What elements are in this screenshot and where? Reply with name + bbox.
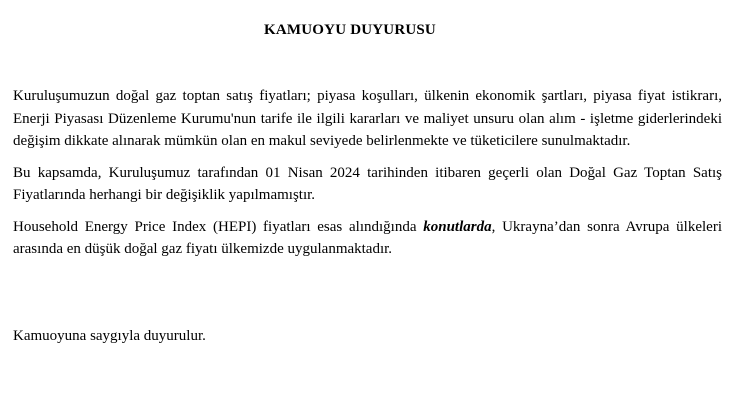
hepi-text-before: Household Energy Price Index (HEPI) fiyatları esas alındığında bbox=[13, 218, 424, 235]
paragraph-pricing-policy: Kuruluşumuzun doğal gaz toptan satış fiyatları; piyasa koşulları, ülkenin ekonomik şartları, piyasa fiyat istikrarı, Enerji Piyasası Düzenleme Kurumu'nun tarife ile ilgili kararları ve maliyet unsuru olan alım - işletme giderlerindeki değişim dikkate alınarak mümkün olan en makul seviyede belirlenmekte ve tüketicilere sunulmaktadır. bbox=[13, 88, 722, 149]
document-body bbox=[13, 85, 722, 270]
closing-line: Kamuoyuna saygıyla duyurulur. bbox=[13, 328, 206, 344]
document-title: KAMUOYU DUYURUSU bbox=[264, 22, 436, 38]
paragraph-no-change: Bu kapsamda, Kuruluşumuz tarafından 01 Nisan 2024 tarihinden itibaren geçerli olan Doğal Gaz Toptan Satış Fiyatlarında herhangi bir değişiklik yapılmamıştır. bbox=[13, 164, 722, 203]
hepi-text-after: , Ukrayna’dan sonra Avrupa ülkeleri arasında en düşük doğal gaz fiyatı ülkemizde uygulanmaktadır. bbox=[13, 218, 722, 257]
paragraph-hepi-comparison bbox=[13, 216, 722, 261]
hepi-emphasis: konutlarda bbox=[423, 218, 492, 235]
